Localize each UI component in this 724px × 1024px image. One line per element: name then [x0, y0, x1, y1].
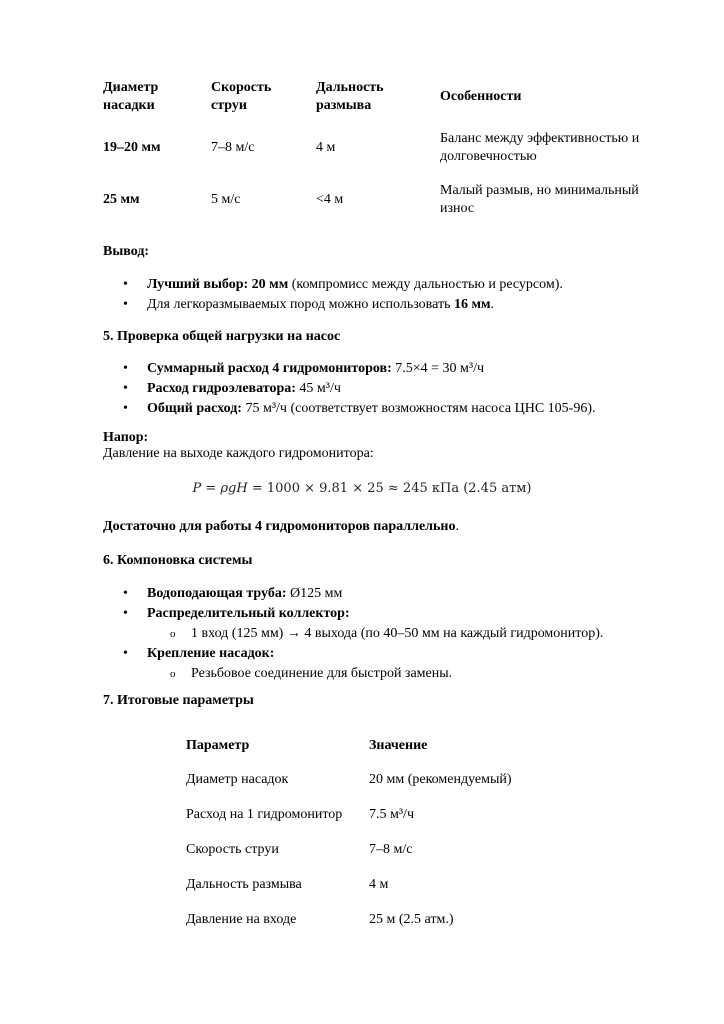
row1-features [440, 130, 639, 166]
list-item-text: 7.5×4 = 30 м³/ч [391, 361, 485, 376]
section5-summary [103, 518, 459, 536]
table-cell: Скорость струи [186, 842, 279, 857]
header-speed [211, 79, 271, 115]
bullet-icon: • [123, 401, 128, 416]
head-label: Напор: [103, 430, 149, 445]
summary-bold: Достаточно для работы 4 гидромониторов параллельно [103, 519, 456, 534]
list-item-bold: Лучший выбор: 20 мм [147, 277, 289, 292]
bullet-icon: • [123, 606, 128, 621]
table-cell: 25 м (2.5 атм.) [369, 912, 454, 927]
row2-features-line2: износ [440, 201, 475, 216]
header-speed-line1: Скорость [211, 80, 272, 95]
header-speed-line2: струи [211, 98, 247, 113]
head-description: Давление на выходе каждого гидромонитора: [103, 446, 374, 461]
header-diameter-line2: насадки [103, 98, 155, 113]
list-item [103, 380, 595, 400]
list-item-bold: Водоподающая труба: [147, 586, 287, 601]
row2-features [440, 182, 639, 218]
conclusion-title: Вывод: [103, 244, 150, 259]
row1-speed: 7–8 м/с [211, 140, 255, 155]
list-item [103, 360, 595, 380]
list-item-bold: Распределительный коллектор: [147, 606, 350, 621]
bullet-icon: • [123, 586, 128, 601]
row2-diameter: 25 мм [103, 192, 140, 207]
list-item-bold: Крепление насадок: [147, 646, 275, 661]
list-item-text: 75 м³/ч (соответствует возможностям насоса ЦНС 105-96). [241, 401, 596, 416]
list-item-bold: Общий расход: [147, 401, 242, 416]
list-item [103, 605, 350, 625]
header-range-line2: размыва [316, 98, 372, 113]
row2-speed: 5 м/с [211, 192, 241, 207]
table-cell: Давление на входе [186, 912, 297, 927]
section5-list [103, 360, 595, 420]
section7-title: 7. Итоговые параметры [103, 693, 254, 708]
sub-list-text: 1 вход (125 мм) → 4 выхода (по 40–50 мм на каждый гидромонитор). [191, 626, 604, 641]
section6-title: 6. Компоновка системы [103, 553, 253, 568]
sub-list-item [103, 665, 453, 685]
table-cell: Дальность размыва [186, 877, 302, 892]
list-item [103, 276, 563, 296]
header-parameter: Параметр [186, 738, 250, 753]
list-item-bold: Расход гидроэлеватора: [147, 381, 296, 396]
circle-bullet-icon: o [170, 628, 176, 640]
list-item-bold: Суммарный расход 4 гидромониторов: [147, 361, 392, 376]
pressure-formula [0, 480, 724, 498]
list-item-text: 45 м³/ч [295, 381, 341, 396]
bullet-icon: • [123, 361, 128, 376]
bullet-icon: • [123, 297, 128, 312]
header-range-line1: Дальность [316, 80, 384, 95]
header-range [316, 79, 384, 115]
bullet-icon: • [123, 646, 128, 661]
list-item [103, 645, 350, 665]
circle-bullet-icon: o [170, 668, 176, 680]
row1-features-line1: Баланс между эффективностью и [440, 131, 640, 146]
list-item [103, 296, 563, 316]
row1-diameter: 19–20 мм [103, 140, 161, 155]
list-item-text: (компромисс между дальностью и ресурсом). [288, 277, 563, 292]
table-cell: Расход на 1 гидромонитор [186, 807, 343, 822]
row1-range: 4 м [316, 140, 336, 155]
formula-lhs: P = ρgH [192, 481, 248, 496]
header-diameter [103, 79, 158, 115]
table-cell: Диаметр насадок [186, 772, 289, 787]
bullet-icon: • [123, 277, 128, 292]
row2-range: <4 м [316, 192, 344, 207]
section5-title: 5. Проверка общей нагрузки на насос [103, 329, 341, 344]
section6-list [103, 585, 604, 685]
list-item-tail: . [490, 297, 495, 312]
table-cell: 7.5 м³/ч [369, 807, 414, 822]
table-cell: 20 мм (рекомендуемый) [369, 772, 512, 787]
list-item-bold: 16 мм [453, 297, 491, 312]
formula-rhs: = 1000 × 9.81 × 25 ≈ 245 кПа (2.45 атм) [247, 481, 532, 496]
sub-list-item [103, 625, 604, 645]
row2-features-line1: Малый размыв, но минимальный [440, 183, 639, 198]
header-value: Значение [369, 738, 428, 753]
list-item-text: Для легкоразмываемых пород можно использовать [147, 297, 454, 312]
header-features: Особенности [440, 89, 522, 104]
header-diameter-line1: Диаметр [103, 80, 159, 95]
sub-list-text: Резьбовое соединение для быстрой замены. [191, 666, 453, 681]
table-cell: 7–8 м/с [369, 842, 413, 857]
summary-tail: . [455, 519, 459, 534]
bullet-icon: • [123, 381, 128, 396]
table-cell: 4 м [369, 877, 389, 892]
conclusion-list [103, 276, 563, 316]
list-item [103, 585, 350, 605]
row1-features-line2: долговечностью [440, 149, 537, 164]
list-item [103, 400, 595, 420]
list-item-text: Ø125 мм [286, 586, 343, 601]
